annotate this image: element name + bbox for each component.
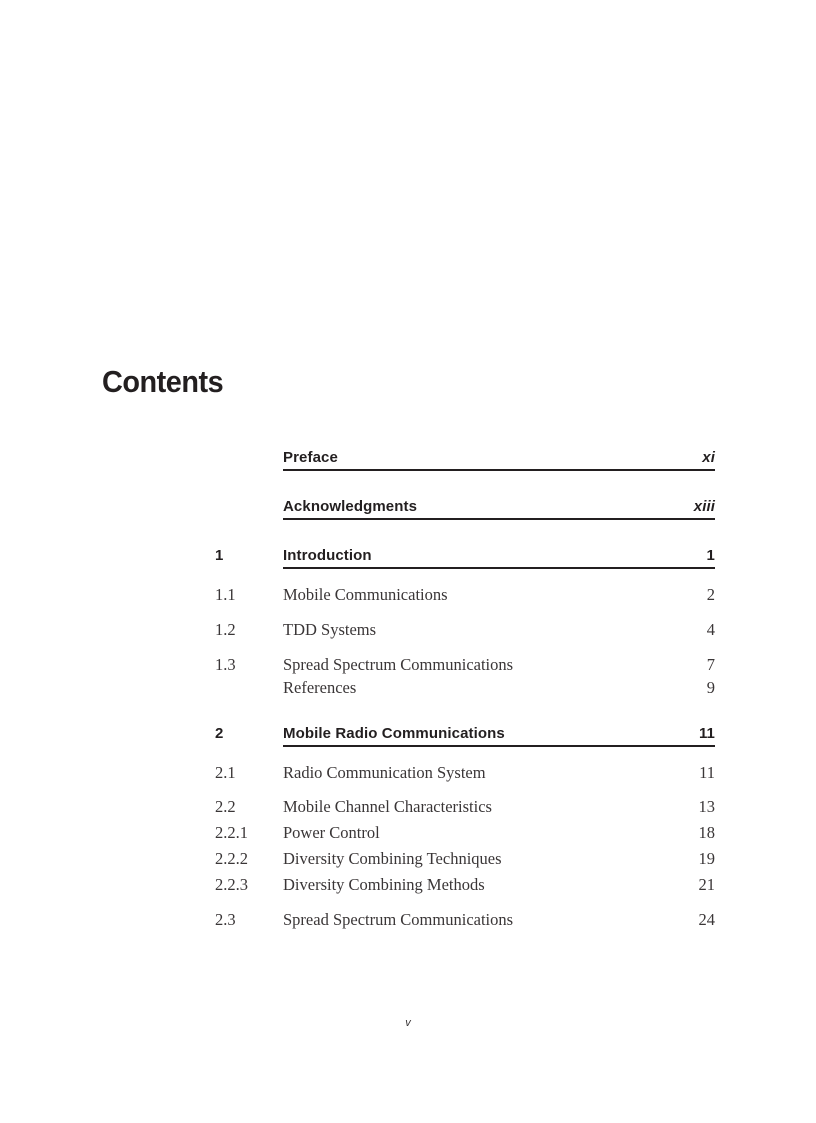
- toc-section[interactable]: [215, 585, 715, 611]
- section-title: Mobile Communications: [283, 585, 448, 604]
- section-title: Diversity Combining Techniques: [283, 849, 502, 868]
- section-number: 2.2.2: [215, 849, 248, 868]
- section-number: 1.2: [215, 620, 236, 639]
- toc-entry-title: Acknowledgments: [283, 498, 418, 515]
- toc-section-references[interactable]: [215, 678, 715, 704]
- section-page: 2: [706, 585, 715, 604]
- toc-section[interactable]: [215, 875, 715, 901]
- section-page: 19: [698, 849, 715, 868]
- section-title: Spread Spectrum Communications: [283, 655, 514, 674]
- chapter-number: 1: [215, 547, 224, 564]
- section-title: References: [283, 678, 357, 697]
- section-page: 24: [698, 910, 715, 929]
- section-title: Mobile Channel Characteristics: [283, 797, 492, 816]
- section-number: 1.1: [215, 585, 236, 604]
- chapter-title: Mobile Radio Communications: [283, 725, 505, 742]
- toc-entry-preface[interactable]: [215, 448, 715, 474]
- rule-divider: [283, 469, 715, 471]
- toc-section[interactable]: [215, 823, 715, 849]
- toc-entry-acknowledgments[interactable]: [215, 497, 715, 523]
- chapter-page: 1: [706, 547, 715, 564]
- section-title: Radio Communication System: [283, 763, 486, 782]
- chapter-page: 11: [698, 725, 715, 742]
- chapter-title: Introduction: [283, 547, 372, 564]
- toc-section[interactable]: [215, 620, 715, 646]
- section-title: TDD Systems: [283, 620, 377, 639]
- toc-chapter-2[interactable]: [215, 724, 715, 750]
- chapter-number: 2: [215, 725, 224, 742]
- section-page: 18: [698, 823, 715, 842]
- toc-entry-page: xiii: [693, 498, 715, 515]
- toc-section[interactable]: [215, 763, 715, 789]
- section-page: 9: [706, 678, 715, 697]
- page-title: Contents: [102, 364, 224, 399]
- section-title: Spread Spectrum Communications: [283, 910, 514, 929]
- toc-entry-page: xi: [702, 449, 715, 466]
- toc-section[interactable]: [215, 797, 715, 823]
- section-number: 1.3: [215, 655, 236, 674]
- section-number: 2.1: [215, 763, 236, 782]
- rule-divider: [283, 745, 715, 747]
- toc-entry-title: Preface: [283, 449, 338, 466]
- rule-divider: [283, 567, 715, 569]
- toc-chapter-1[interactable]: [215, 546, 715, 572]
- section-page: 4: [706, 620, 715, 639]
- section-page: 13: [698, 797, 715, 816]
- section-number: 2.3: [215, 910, 236, 929]
- section-number: 2.2: [215, 797, 236, 816]
- toc-section[interactable]: [215, 849, 715, 875]
- section-number: 2.2.3: [215, 875, 248, 894]
- toc-section[interactable]: [215, 910, 715, 936]
- section-title: Diversity Combining Methods: [283, 875, 485, 894]
- page-number: v: [405, 1017, 411, 1029]
- section-page: 21: [698, 875, 715, 894]
- rule-divider: [283, 518, 715, 520]
- section-number: 2.2.1: [215, 823, 248, 842]
- section-title: Power Control: [283, 823, 380, 842]
- section-page: 11: [699, 763, 715, 782]
- section-page: 7: [706, 655, 715, 674]
